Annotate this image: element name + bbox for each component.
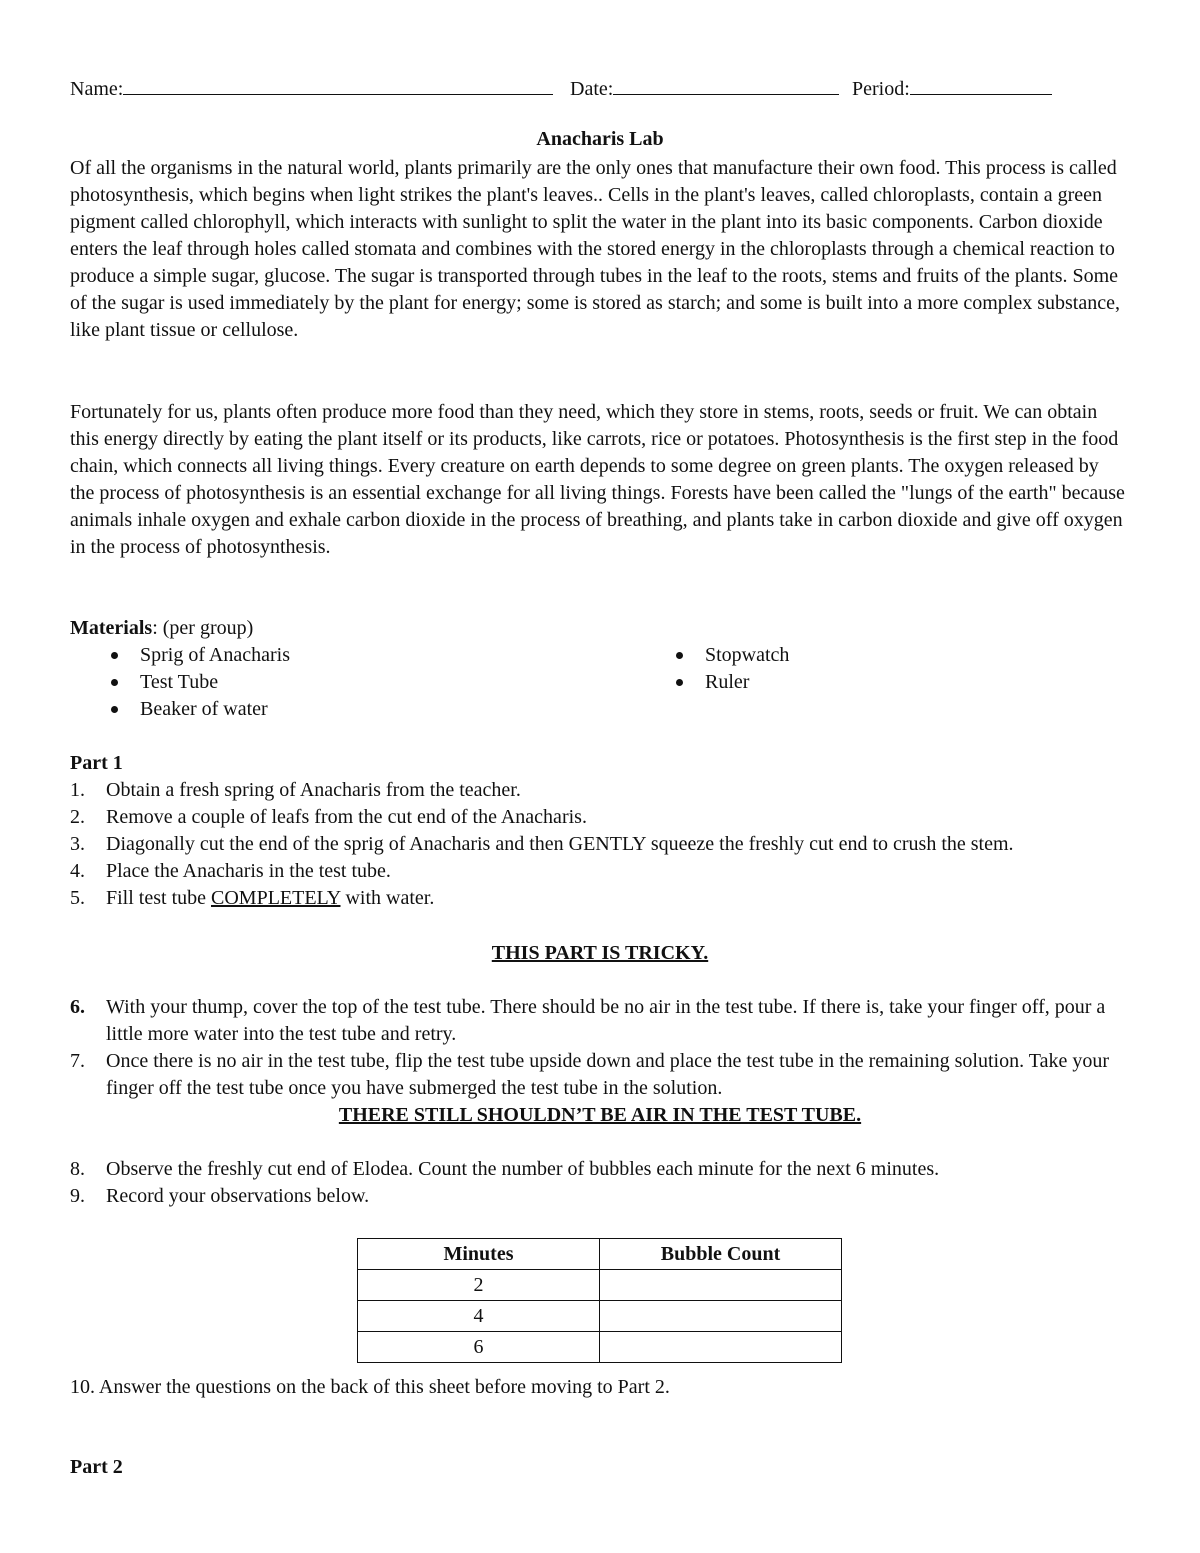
bullet-icon bbox=[676, 652, 683, 659]
bullet-icon bbox=[676, 679, 683, 686]
minutes-cell: 2 bbox=[358, 1270, 600, 1301]
step-item: 7. Once there is no air in the test tube, flip the test tube upside down and place the test tube in the remaining solution. Take your finger off the test tube once you have submerged the test tube in the solution. bbox=[70, 1050, 1109, 1099]
bubble-count-cell[interactable] bbox=[600, 1332, 842, 1363]
name-label: Name: bbox=[70, 78, 124, 100]
step-item: 6. With your thump, cover the top of the test tube. There should be no air in the test tube. If there is, take your finger off, pour a little more water into the test tube and retry. bbox=[70, 996, 1106, 1045]
period-blank[interactable] bbox=[910, 74, 1052, 95]
part1-steps-c bbox=[70, 1156, 1130, 1210]
header-fields bbox=[70, 74, 1130, 102]
date-field[interactable] bbox=[570, 74, 839, 101]
bubble-count-cell[interactable] bbox=[600, 1301, 842, 1332]
table-row bbox=[358, 1332, 842, 1363]
minutes-cell: 6 bbox=[358, 1332, 600, 1363]
part2-heading: Part 2 bbox=[70, 1456, 123, 1478]
step-item: 4. Place the Anacharis in the test tube. bbox=[70, 860, 391, 882]
list-item: Beaker of water bbox=[70, 696, 630, 723]
intro-paragraph-1: Of all the organisms in the natural world, plants primarily are the only ones that manufacture their own food. This process is called photosynthesis, which begins when light strikes the plant's leaves.. Cells in the plant's leaves, called chloroplasts, contain a green pigment called chlorophyll, which interacts with sunlight to split the water in the plant into its basic components. Carbon dioxide enters the leaf through holes called stomata and combines with the stored energy in the chloroplasts through a chemical reaction to produce a simple sugar, glucose. The sugar is transported through tubes in the leaf to the roots, stems and fruits of the plants. Some of the sugar is used immediately by the plant for energy; some is stored as starch; and some is built into a more complex substance, like plant tissue or cellulose. bbox=[70, 157, 1120, 341]
intro-paragraph-2: Fortunately for us, plants often produce more food than they need, which they store in stems, roots, seeds or fruit. We can obtain this energy directly by eating the plant itself or its products, like carrots, rice or potatoes. Photosynthesis is the first step in the food chain, which connects all living things. Every creature on earth depends to some degree on green plants. The oxygen released by the process of photosynthesis is an essential exchange for all living things. Forests have been called the "lungs of the earth" because animals inhale oxygen and exhale carbon dioxide in the process of breathing, and plants take in carbon dioxide and give off oxygen in the process of photosynthesis. bbox=[70, 401, 1125, 558]
step-item: 5. Fill test tube COMPLETELY with water. bbox=[70, 887, 435, 909]
materials-list-left bbox=[70, 642, 630, 723]
list-item: Test Tube bbox=[70, 669, 630, 696]
list-item: Sprig of Anacharis bbox=[70, 642, 630, 669]
materials-heading bbox=[70, 615, 253, 642]
materials-label: Materials bbox=[70, 617, 153, 639]
page-title: Anacharis Lab bbox=[536, 128, 664, 150]
step-10: 10. Answer the questions on the back of this sheet before moving to Part 2. bbox=[70, 1376, 670, 1398]
step-item: 1. Obtain a fresh spring of Anacharis from the teacher. bbox=[70, 779, 521, 801]
bullet-icon bbox=[111, 652, 118, 659]
part1-heading: Part 1 bbox=[70, 752, 123, 774]
bullet-icon bbox=[111, 706, 118, 713]
name-field[interactable] bbox=[70, 74, 553, 101]
period-field[interactable] bbox=[852, 74, 1052, 101]
name-blank[interactable] bbox=[123, 74, 553, 95]
period-label: Period: bbox=[852, 78, 910, 100]
materials-suffix: : (per group) bbox=[152, 617, 254, 639]
step-item: 8. Observe the freshly cut end of Elodea. Count the number of bubbles each minute for the next 6 minutes. bbox=[70, 1158, 940, 1180]
list-item: Stopwatch bbox=[635, 642, 1035, 669]
date-blank[interactable] bbox=[613, 74, 839, 95]
list-item: Ruler bbox=[635, 669, 1035, 696]
step-item: 9. Record your observations below. bbox=[70, 1185, 370, 1207]
header-bubble-count: Bubble Count bbox=[600, 1239, 842, 1270]
tricky-note: THIS PART IS TRICKY. bbox=[491, 942, 709, 964]
materials-list-right bbox=[635, 642, 1035, 696]
emphasis-completely: COMPLETELY bbox=[211, 887, 341, 909]
part1-steps-a bbox=[70, 777, 1130, 912]
table-row bbox=[358, 1301, 842, 1332]
observation-table bbox=[357, 1238, 842, 1363]
air-note: THERE STILL SHOULDN’T BE AIR IN THE TEST TUBE. bbox=[338, 1104, 862, 1126]
table-row bbox=[358, 1270, 842, 1301]
minutes-cell: 4 bbox=[358, 1301, 600, 1332]
date-label: Date: bbox=[570, 78, 614, 100]
part1-steps-b bbox=[70, 994, 1130, 1102]
header-minutes: Minutes bbox=[358, 1239, 600, 1270]
step-item: 2. Remove a couple of leafs from the cut end of the Anacharis. bbox=[70, 806, 587, 828]
step-item: 3. Diagonally cut the end of the sprig of Anacharis and then GENTLY squeeze the freshly cut end to crush the stem. bbox=[70, 833, 1014, 855]
bullet-icon bbox=[111, 679, 118, 686]
table-header-row bbox=[358, 1239, 842, 1270]
bubble-count-cell[interactable] bbox=[600, 1270, 842, 1301]
